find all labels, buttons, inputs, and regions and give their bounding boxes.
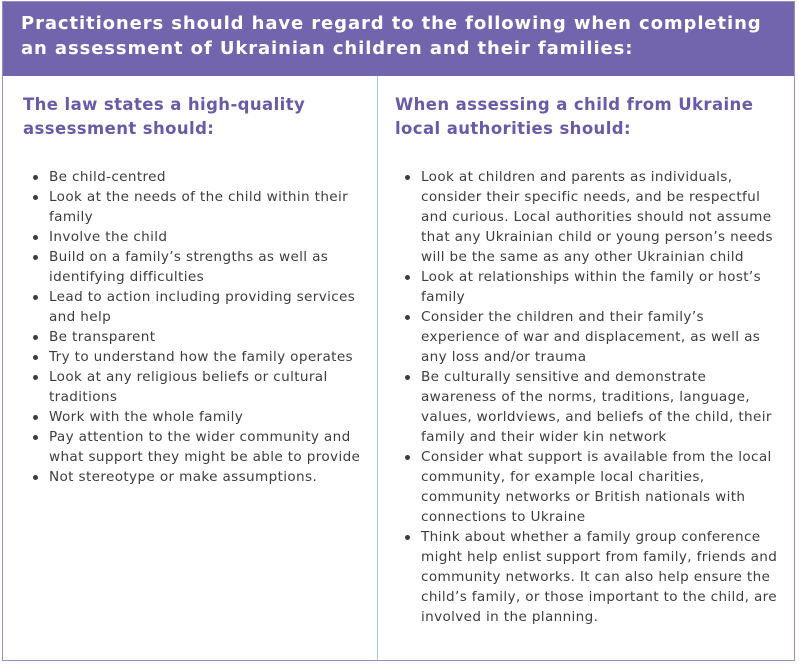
list-item: Consider what support is available from the local community, for example local charities, community networks or British nationals with connections to Ukraine <box>421 447 780 527</box>
list-item: Not stereotype or make assumptions. <box>49 467 368 487</box>
left-column <box>23 76 368 487</box>
list-item: Be culturally sensitive and demonstrate awareness of the norms, traditions, language, values, worldviews, and beliefs of the child, their family and their wider kin network <box>421 367 780 447</box>
right-column-heading: When assessing a child from Ukraine local authorities should: <box>395 95 754 138</box>
left-bullet-list <box>23 167 368 487</box>
list-item: Look at relationships within the family or host’s family <box>421 267 780 307</box>
list-item: Look at children and parents as individuals, consider their specific needs, and be respectful and curious. Local authorities should not assume that any Ukrainian child or young person’s needs will be the same as any other Ukrainian child <box>421 167 780 267</box>
right-column <box>395 76 780 627</box>
table-header <box>3 2 794 76</box>
column-divider <box>377 76 378 660</box>
list-item: Look at any religious beliefs or cultural traditions <box>49 367 368 407</box>
list-item: Pay attention to the wider community and what support they might be able to provide <box>49 427 368 467</box>
list-item: Think about whether a family group conference might help enlist support from family, friends and community networks. It can also help ensure the child’s family, or those important to the child, are involved in the planning. <box>421 527 780 627</box>
list-item: Look at the needs of the child within their family <box>49 187 368 227</box>
list-item: Consider the children and their family’s experience of war and displacement, as well as any loss and/or trauma <box>421 307 780 367</box>
left-column-heading: The law states a high-quality assessment should: <box>23 95 306 138</box>
list-item: Be child-centred <box>49 167 368 187</box>
list-item: Lead to action including providing services and help <box>49 287 368 327</box>
header-title: Practitioners should have regard to the following when completing an assessment of Ukrainian children and their families: <box>21 13 762 59</box>
list-item: Involve the child <box>49 227 368 247</box>
list-item: Build on a family’s strengths as well as identifying difficulties <box>49 247 368 287</box>
assessment-guidance-table <box>2 1 795 661</box>
right-bullet-list <box>395 167 780 627</box>
list-item: Be transparent <box>49 327 368 347</box>
list-item: Work with the whole family <box>49 407 368 427</box>
list-item: Try to understand how the family operates <box>49 347 368 367</box>
